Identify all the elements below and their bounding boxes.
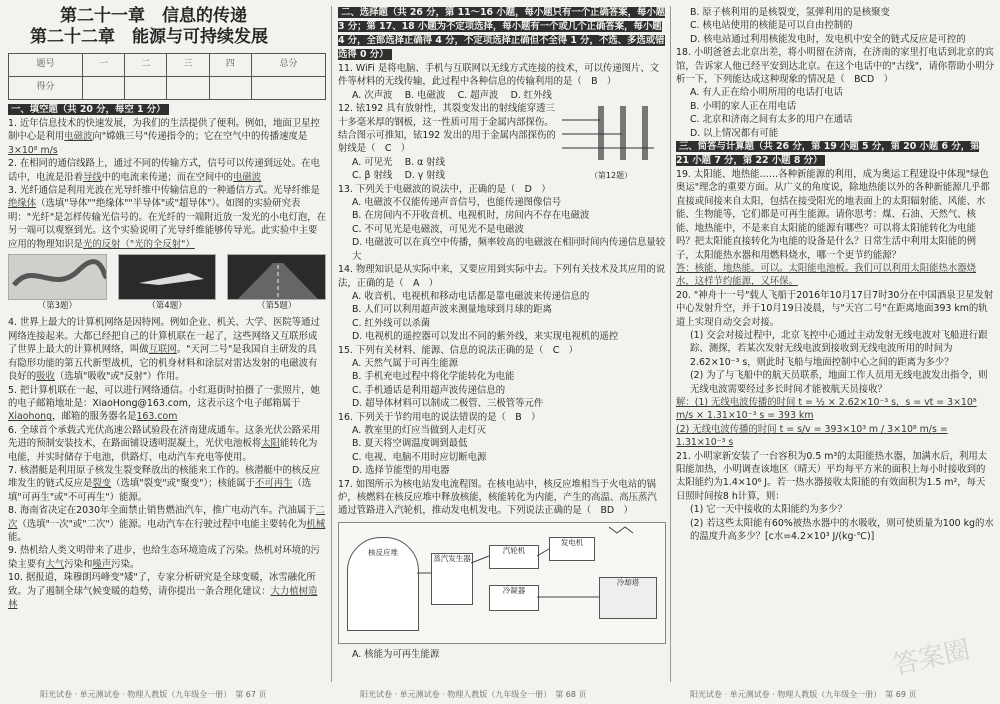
- option: A. 天然气属于可再生能源: [352, 357, 458, 369]
- q-text: （选填"导体""绝缘体""半导体"或"超导体"）。如图的实验研究表明："光纤"是怎样传输光信号的。在光纤的一端附近放一发光的小电灯泡，在另一端可以观察到光。这个实验说明了光导纤维能够传导光。此实验中主要应用的物理知识是: [8, 198, 326, 250]
- fiber-icon: [9, 255, 106, 299]
- option: A. 核能为可再生能源: [352, 648, 440, 660]
- option: B. 夏天将空调温度调到最低: [352, 438, 468, 450]
- answer-20-1: 解：(1) 无线电波传播的时间 t = ½ × 2.62×10⁻³ s，s = vt = 3×10⁸ m/s × 1.31×10⁻³ s = 393 km: [676, 396, 977, 422]
- q-text: 4. 世界上最大的计算机网络是因特网。例如企业、机关、大学、医院等通过网络连接起来。大都已经把自己的计算机联在一起了，这些网络又互联形成了世界上最大的计算机网络，叫做: [8, 317, 320, 356]
- question-17: 17. 如图所示为核电站发电流程图。在核电站中，核反应堆相当于火电站的锅炉，核燃料在核反应堆中释放核能，核能转化为内能，产生的高温、高压蒸汽通过管路进入汽轮机，推动发电机发电。下列说法正确的是（ BD ）: [338, 478, 657, 517]
- section-heading-calc: 三、简答与计算题（共 26 分，第 19 小题 5 分，第 20 小题 6 分，第 21 小题 7 分，第 22 小题 8 分）: [676, 141, 980, 167]
- fiber-image: [8, 254, 107, 300]
- option: C. 超声波: [457, 89, 499, 101]
- question-20-1: (1) 交会对接过程中，北京飞控中心通过主动发射无线电波对飞船进行跟踪、测探，若某次发射无线电波到接收到无线电波所用的时间为2.62×10⁻³ s，则此时飞船与地面控制中心之间的距离为多少？: [690, 329, 988, 368]
- q-text: 3. 光纤通信是利用光波在光导纤维中传输信息的一种通信方式。光导纤维是: [8, 185, 320, 197]
- answer-20-2: (2) 无线电波传播的时间 t = s/v = 393×10³ m / 3×10⁸ m/s = 1.31×10⁻³ s: [676, 423, 948, 449]
- chapter-title-1: 第二十一章 信息的传递: [60, 6, 247, 26]
- q-text: 5. 把计算机联在一起，可以进行网络通信。小红逛街时拍摄了一张照片，她的电子邮箱地址是：XiaoHong@163.com，这表示这个电子邮箱属于: [8, 384, 320, 409]
- question-6: [8, 424, 326, 464]
- answer: Xiaohong: [8, 411, 53, 423]
- figure-caption: （第3题）: [37, 301, 77, 312]
- score-header-cell: 一: [82, 54, 124, 77]
- question-10: [8, 571, 326, 611]
- column-1: [8, 6, 326, 682]
- answer: 大气: [45, 558, 65, 570]
- question-2: [8, 157, 326, 184]
- question-7: [8, 464, 326, 504]
- option: A. 有人正在给小明所用的电话打电话: [690, 87, 843, 99]
- figure-12: [556, 102, 666, 182]
- q-text: ，邮箱的服务器名是: [52, 411, 137, 423]
- option: D. 以上情况都有可能: [690, 127, 779, 139]
- generator-box: 发电机: [549, 537, 595, 561]
- answer: 吸收: [36, 371, 55, 383]
- q-text: 1. 近年信息技术的快速发展，为我们的生活提供了便利。例如，地面卫星控制中心是利用: [8, 118, 320, 143]
- figure-row: [8, 254, 326, 313]
- cooling-tower-box: 冷却塔: [599, 577, 657, 619]
- answer: 光的反射（"光的全反射"）: [83, 238, 195, 250]
- figure-road: [227, 254, 326, 313]
- chapter-title-2: 第二十二章 能源与可持续发展: [30, 27, 268, 47]
- figure-jet: [118, 254, 217, 313]
- footer-page-67: 阳光试卷 · 单元测试卷 · 物理人教版（九年级全一册） 第 67 页: [40, 690, 267, 699]
- q-text: （选填"一次"或"二次"）能源。电动汽车在行驶过程中电能主要转化为: [17, 518, 307, 530]
- option: C. 电视、电脑不用时应切断电源: [352, 451, 487, 463]
- option: A. 教室里的灯应当做到人走灯灭: [352, 424, 487, 436]
- options-12: [338, 156, 556, 183]
- q-text: （选填"可再生"或"不可再生"）能源。: [8, 478, 312, 503]
- option: A. 可见光: [352, 156, 393, 168]
- question-18: 18. 小明爸爸去北京出差，将小明留在济南，在济南的家里打电话到北京的宾馆，告诉家人他已经平安到达北京。在这个电话中的"古线"，请你帮助小明分析一下，下列能达成这种现象的情况是（ BCD ）: [676, 47, 994, 86]
- score-header-cell: 题号: [9, 54, 83, 77]
- figure-caption: （第5题）: [256, 301, 297, 312]
- q-text: 8. 海南省决定在2030年全面禁止销售燃油汽车，推广电动汽车。汽油属于: [8, 505, 316, 517]
- question-8: [8, 504, 326, 544]
- option: D. 核电站通过利用核能发电时，发电机中安全的链式反应是可控的: [690, 33, 966, 45]
- answer: 机械: [306, 518, 326, 530]
- score-cell: [125, 77, 167, 100]
- options-15: [338, 357, 666, 411]
- option: B. 人们可以利用超声波来测量地球到月球的距离: [352, 304, 552, 316]
- q-text: 向"嫦娥三号"传递指令的；它在空气中的传播速度是: [92, 131, 308, 143]
- column-divider: [670, 6, 671, 682]
- option: C. 红外线可以杀菌: [352, 317, 431, 329]
- q-text: 2. 在相同的通信线路上，通过不同的传输方式，信号可以传递到远处。在电话中，电流是沿着: [8, 158, 320, 183]
- q-text: 6. 全球首个承载式光伏高速公路试验段在济南建成通车。这条光伏公路采用先进的预制安装技术，在路面铺设透明混凝土，光伏电池板将: [8, 424, 320, 450]
- q-text: （选填"吸收"或"反射"）作用。: [54, 371, 185, 383]
- question-19: 19. 太阳能、地热能……各种新能源的利用，成为奥运工程建设中体现"绿色奥运"理念的重要方面。从广义的角度说，除地热能以外的各种新能源几乎都直接或间接来自太阳，包括在接受阳光的地表面上的太阳辐射能、风能、水能、生物能等，它们都是可再生能源。请你思考：煤、石油、天然气、核能、地热能中，不是来自太阳能的能源有哪些？可以将太阳能转化为电能吗？把太阳能直接转化为电能的设备是什么？日常生活中利用太阳能的例子，太阳能热水器和用燃料烧水，哪一个更节约能源？: [676, 169, 990, 261]
- watermark: 答案圈: [890, 635, 973, 681]
- option: C. 核电站使用的核能是可以自由控制的: [690, 20, 853, 32]
- column-2: [338, 6, 666, 682]
- option: D. 选择节能型的用电器: [352, 465, 450, 477]
- turbine-box: 汽轮机: [489, 545, 539, 569]
- option: C. 不可见光是电磁波，可见光不是电磁波: [352, 223, 524, 235]
- score-header-cell: 二: [125, 54, 167, 77]
- option: C. 北京和济南之间有太多的用户在通话: [690, 114, 853, 126]
- score-cell: [209, 77, 251, 100]
- option: D. 超导体材料可以制成二极管、三极管等元件: [352, 398, 544, 410]
- score-table: [8, 53, 326, 100]
- figure-fiber: [8, 254, 107, 313]
- section-heading-choice: 二、选择题（共 26 分，第 11～16 小题，每小题只有一个正确答案，每小题 3 分；第 17、18 小题为不定项选择，每小题有一个或几个正确答案，每小题 4 分，全部选择正确得 4 分，不定项选择正确但不全得 1 分，不选、多选或错选得 0 分）: [338, 7, 666, 60]
- answer: 163.com: [136, 411, 178, 423]
- answer-19: 答：核能、地热能。可以。太阳能电池板。我们可以利用太阳能热水器烧水，这样节约能源，又环保。: [676, 262, 977, 288]
- question-5: [8, 384, 326, 424]
- q-text: 。"天河二号"是我国自主研发的具有隐形功能的第五代新型战机，它的机身材料和涂层对雷达发射的电磁波有良好的: [8, 344, 318, 383]
- q-text: 污染和: [64, 558, 93, 570]
- answer: 绝缘体: [8, 198, 37, 210]
- option: A. 次声波: [352, 89, 393, 101]
- steam-generator-box: 蒸汽发生器: [431, 553, 473, 605]
- score-row-label: 得分: [9, 77, 83, 100]
- question-16: 16. 下列关于节约用电的说法错误的是（ B ）: [338, 411, 541, 423]
- option: B. α 射线: [404, 156, 446, 168]
- q-text: 10. 据报道，珠穆朗玛峰变"矮"了，专家分析研究是全球变暖，冰雪融化所致。为了遏制全球气候变暖的趋势，请你提出一条合理化建议：: [8, 572, 316, 597]
- question-4: [8, 316, 326, 383]
- score-header-cell: 四: [209, 54, 251, 77]
- option: D. 红外线: [510, 89, 552, 101]
- answer: 3×10⁸ m/s: [8, 144, 58, 156]
- question-12-block: [338, 102, 666, 182]
- answer: 电磁波: [233, 171, 262, 183]
- answer: 电磁波: [64, 131, 93, 143]
- pipe-lines-icon: [339, 523, 665, 641]
- options-18: [676, 86, 994, 140]
- option: A. 电磁波不仅能传递声音信号，也能传递图像信号: [352, 197, 562, 209]
- option: C. β 射线: [352, 170, 393, 182]
- option: D. γ 射线: [404, 170, 446, 182]
- q-text: 7. 核潜艇是利用原子核发生裂变释放出的核能来工作的。核潜艇中的核反应堆发生的链式反应是: [8, 464, 320, 490]
- footer-page-69: 阳光试卷 · 单元测试卷 · 物理人教版（九年级全一册） 第 69 页: [690, 690, 917, 699]
- footer-page-68: 阳光试卷 · 单元测试卷 · 物理人教版（九年级全一册） 第 68 页: [360, 690, 587, 699]
- section-heading-fill: 一、填空题（共 20 分，每空 1 分）: [8, 104, 169, 115]
- q-text: 能。: [8, 531, 27, 543]
- options-17-cont: [676, 6, 994, 46]
- answer: 大力植树造林: [8, 585, 318, 610]
- option: B. 小明的家人正在用电话: [690, 100, 797, 112]
- answer: 互联网: [148, 344, 177, 356]
- options-13: [338, 196, 666, 263]
- jet-icon: [119, 255, 216, 299]
- option: B. 手机充电过程中将化学能转化为电能: [352, 371, 515, 383]
- question-11: 11. WiFi 是将电脑、手机与互联网以无线方式连接的技术，可以传递图片、文件等材料的无线传输，此过程中各种信息的传输利用的是（ B ）: [338, 63, 660, 88]
- road-image: [227, 254, 326, 300]
- question-21: 21. 小明家新安装了一台容积为0.5 m³的太阳能热水器，加满水后，利用太阳能加热，小明调查该地区（晴天）平均每平方米的面积上每小时接收到的太阳能约为1.4×10⁶ J。若一热水器接收太阳能的有效面积为1.5 m²，每天日照时间按8 h计算，则：: [676, 450, 988, 502]
- jet-image: [118, 254, 217, 300]
- q-text: （选填"裂变"或"聚变"）；核能属于: [111, 478, 255, 490]
- q-text: 9. 热机给人类文明带来了进步，也给生态环境造成了污染。热机对环境的污染主要有: [8, 545, 320, 570]
- score-cell: [82, 77, 124, 100]
- options-14: [338, 290, 666, 344]
- option: B. 电磁波: [404, 89, 446, 101]
- option: B. 原子核利用的是核裂变，氢弹利用的是核聚变: [690, 7, 890, 18]
- question-20-2: (2) 为了与飞船中的航天员联系，地面工作人员用无线电波发出指令，则无线电波需要经过多长时间才能被航天员接收？: [690, 370, 988, 395]
- question-1: [8, 117, 326, 157]
- option: B. 在房间内不开收音机、电视机时，房间内不存在电磁波: [352, 210, 590, 222]
- answer: 裂变: [92, 478, 112, 490]
- option: D. 电磁波可以在真空中传播，频率较高的电磁波在相同时间内传递信息量较大: [352, 237, 666, 262]
- figure-caption: （第12题）: [589, 170, 633, 180]
- question-3: [8, 184, 326, 251]
- score-header-cell: 三: [167, 54, 209, 77]
- score-cell: [167, 77, 209, 100]
- diagram-label: 核反应堆: [368, 547, 398, 557]
- question-9: [8, 544, 326, 571]
- radiation-diagram-icon: [558, 102, 664, 164]
- options-16: [338, 424, 666, 478]
- option: C. 手机通话是利用超声波传递信息的: [352, 384, 506, 396]
- figure-caption: （第4题）: [147, 301, 187, 312]
- nuclear-plant-diagram: [338, 522, 666, 644]
- question-21-2: (2) 若这些太阳能有60%被热水器中的水吸收，则可使质量为100 kg的水的温度升高多少？[c水=4.2×10³ J/(kg·℃)]: [690, 517, 994, 543]
- answer: 不可再生: [254, 478, 293, 490]
- score-cell: [252, 77, 326, 100]
- question-14: 14. 物理知识是从实际中来，又要应用到实际中去。下列有关技术及其应用的说法，正确的是（ A ）: [338, 264, 666, 289]
- condenser-box: 冷凝器: [489, 585, 539, 611]
- answer: 导线: [83, 171, 102, 183]
- question-15: 15. 下列有关材料、能源、信息的说法正确的是（ C ）: [338, 344, 579, 356]
- question-20: 20. "神舟十一号"载人飞船于2016年10月17日7时30分在中国酒泉卫星发射中心发射升空，并于10月19日凌晨，与"天宫二号"在距离地面393 km的轨道上实现自动交会对接。: [676, 289, 994, 328]
- answer: 二次: [8, 505, 326, 530]
- q-text: 中的电流来传递；而在空间中的: [101, 171, 234, 183]
- question-13: 13. 下列关于电磁波的说法中，正确的是（ D ）: [338, 183, 551, 195]
- answer: 噪声: [92, 558, 112, 570]
- road-icon: [228, 255, 325, 299]
- column-divider: [331, 6, 332, 682]
- question-21-1: (1) 它一天中接收的太阳能约为多少？: [690, 504, 847, 516]
- answer: 太阳: [261, 438, 280, 450]
- column-3: [676, 6, 994, 682]
- option: D. 电视机的遥控器可以发出不同的紫外线，来实现电视机的遥控: [352, 331, 619, 343]
- option: A. 收音机、电视机和移动电话都是靠电磁波来传递信息的: [352, 290, 590, 302]
- question-12: 12. 铱192 具有放射性，其裂变发出的射线能穿透三十多毫米厚的钢板，这一性质可用于金属内部探伤。结合图示可推知，铱192 发出的用于金属内部探伤的射线是（ C ）: [338, 103, 556, 155]
- q-text: 能转化为电能，并实时储存于电池，供路灯、电动汽车充电等使用。: [8, 438, 318, 463]
- q-text: 污染。: [111, 558, 140, 570]
- options-11: [338, 89, 666, 102]
- score-header-cell: 总分: [252, 54, 326, 77]
